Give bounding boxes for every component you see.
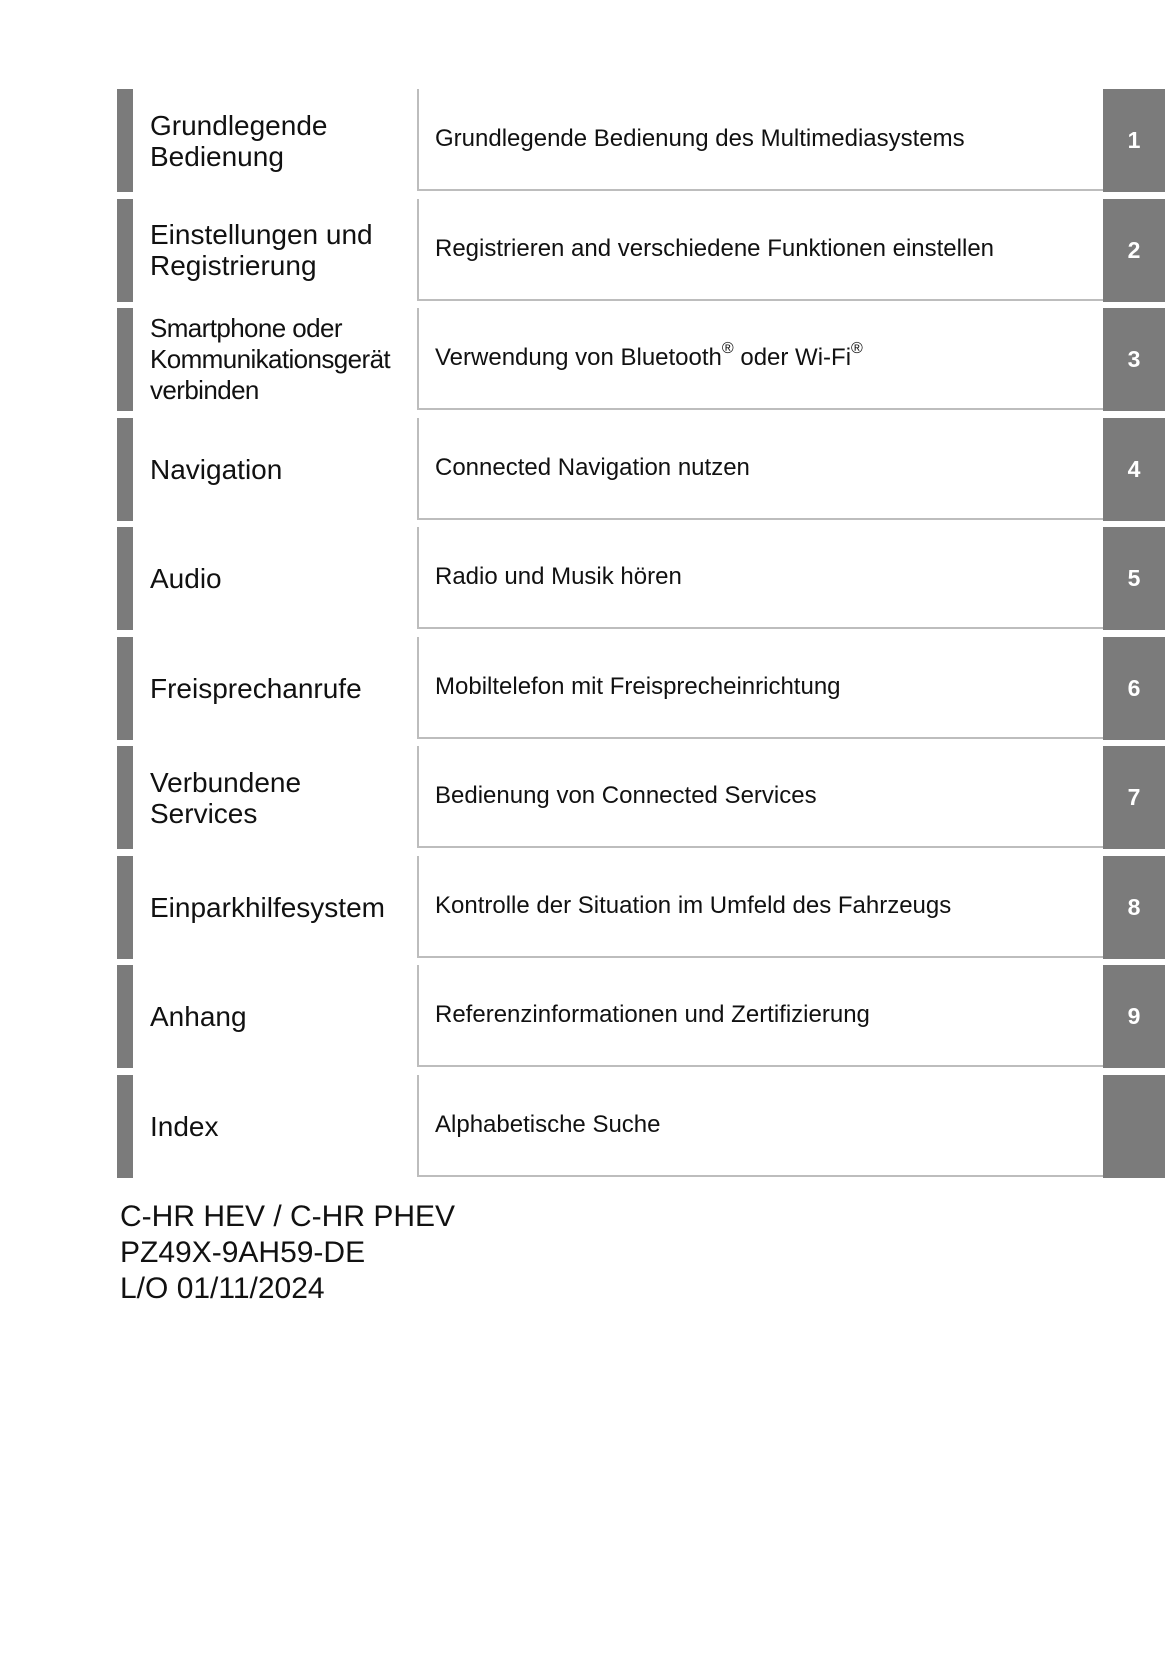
chapter-description: Alphabetische Suche (435, 1110, 661, 1138)
chapter-description-box (417, 637, 1119, 739)
chapter-description: Registrieren and verschiedene Funktionen einstellen (435, 234, 995, 262)
chapter-description-box (417, 199, 1119, 301)
chapter-number-tab[interactable]: 1 (1103, 89, 1165, 192)
toc-row-5[interactable] (117, 527, 1165, 630)
chapter-title: Freisprechanrufe (150, 672, 362, 704)
chapter-description: Connected Navigation nutzen (435, 453, 750, 481)
description-text-bluetooth: Verwendung von Bluetooth (435, 344, 722, 371)
chapter-title: Einstellungen und Registrierung (150, 219, 373, 281)
chapter-description-box (417, 89, 1119, 191)
chapter-description: Mobiltelefon mit Freisprecheinrichtung (435, 672, 841, 700)
toc-row-3[interactable] (117, 308, 1165, 411)
chapter-description-box (417, 1075, 1119, 1177)
chapter-description-box (417, 856, 1119, 958)
chapter-title: Smartphone oder Kommunikationsgerät verbinden (150, 313, 391, 405)
toc-row-7[interactable] (117, 746, 1165, 849)
chapter-description: Bedienung von Connected Services (435, 782, 817, 809)
chapter-number-tab[interactable]: 2 (1103, 199, 1165, 302)
chapter-description: Grundlegende Bedienung des Multimediasystems (435, 125, 965, 152)
toc-row-8[interactable] (117, 856, 1165, 959)
registered-mark: ® (851, 340, 863, 357)
chapter-title: Index (150, 1110, 219, 1142)
chapter-description-box (417, 746, 1119, 848)
chapter-title: Einparkhilfesystem (150, 891, 385, 923)
model-name: C-HR HEV / C-HR PHEV (120, 1200, 456, 1233)
chapter-marker (117, 965, 133, 1068)
description-text-wifi: oder Wi-Fi (733, 344, 852, 371)
chapter-number-tab[interactable]: 8 (1103, 856, 1165, 959)
chapter-marker (117, 418, 133, 521)
chapter-marker (117, 199, 133, 302)
chapter-title: Grundlegende Bedienung (150, 109, 328, 172)
chapter-number-tab[interactable]: 3 (1103, 308, 1165, 411)
chapter-title: Audio (150, 563, 222, 594)
chapter-number-tab[interactable]: 4 (1103, 418, 1165, 521)
document-footer (120, 1199, 455, 1307)
chapter-number-tab[interactable]: 6 (1103, 637, 1165, 740)
toc-row-2[interactable] (117, 199, 1165, 302)
chapter-description-box (417, 308, 1119, 410)
toc-row-1[interactable] (117, 89, 1165, 192)
chapter-description: Kontrolle der Situation im Umfeld des Fahrzeugs (435, 891, 952, 919)
part-number: PZ49X-9AH59-DE (120, 1236, 366, 1269)
chapter-description: Referenzinformationen und Zertifizierung (435, 1001, 870, 1028)
chapter-description-box (417, 965, 1119, 1067)
chapter-number-tab[interactable]: 7 (1103, 746, 1165, 849)
chapter-description (435, 340, 863, 372)
chapter-number-tab[interactable] (1103, 1075, 1165, 1178)
chapter-marker (117, 527, 133, 630)
chapter-description-box (417, 527, 1119, 629)
registered-mark: ® (721, 340, 734, 357)
chapter-number-tab[interactable]: 5 (1103, 527, 1165, 630)
chapter-description: Radio und Musik hören (435, 563, 682, 590)
chapter-title: Verbundene Services (150, 766, 302, 829)
table-of-contents (117, 89, 1165, 1184)
chapter-marker (117, 856, 133, 959)
toc-row-index[interactable] (117, 1075, 1165, 1178)
chapter-title: Navigation (150, 453, 283, 485)
chapter-number-tab[interactable]: 9 (1103, 965, 1165, 1068)
chapter-marker (117, 1075, 133, 1178)
chapter-marker (117, 637, 133, 740)
chapter-marker (117, 89, 133, 192)
layout-date: L/O 01/11/2024 (120, 1272, 325, 1305)
toc-row-4[interactable] (117, 418, 1165, 521)
chapter-marker (117, 746, 133, 849)
chapter-marker (117, 308, 133, 411)
toc-row-9[interactable] (117, 965, 1165, 1068)
chapter-title: Anhang (150, 1001, 247, 1032)
chapter-description-box (417, 418, 1119, 520)
toc-row-6[interactable] (117, 637, 1165, 740)
